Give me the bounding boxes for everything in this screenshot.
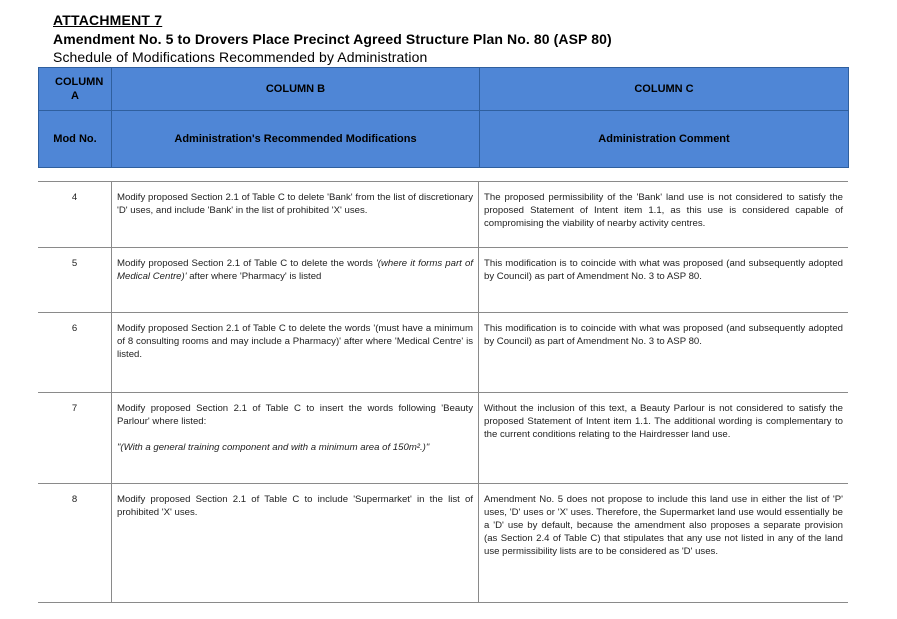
comment-text: This modification is to coincide with what was proposed (and subsequently adopted by Council) as part of Amendment No. 3 to ASP 80.	[484, 323, 843, 347]
mod-number: 7	[71, 403, 78, 414]
column-c-header: COLUMN C	[480, 68, 849, 111]
document-subtitle: Schedule of Modifications Recommended by Administration	[53, 49, 428, 65]
mod-number: 6	[71, 323, 78, 334]
mod-number: 4	[71, 192, 78, 203]
inserted-wording-quote: "(With a general training component and with a minimum area of 150m².)"	[117, 442, 430, 453]
mod-number: 8	[71, 494, 78, 505]
comment-text: Amendment No. 5 does not propose to include this land use in either the list of 'P' uses, 'D' uses or 'X' uses. Therefore, the Supermarket land use would essentially be a 'D' use by default, because the amendment also proposes a separate provision (as Section 2.4 of Table C) that stipulates that any use not listed in any of the land use permissibility lists are to be considered as 'D' uses.	[484, 494, 843, 557]
modification-text: Modify proposed Section 2.1 of Table C to delete 'Bank' from the list of discretionary 'D' uses, and include 'Bank' in the list of prohibited 'X' uses.	[111, 182, 479, 248]
modification-text: Modify proposed Section 2.1 of Table C to include 'Supermarket' in the list of prohibited 'X' uses.	[111, 484, 479, 603]
column-b-header: COLUMN B	[112, 68, 480, 111]
column-header-table	[38, 67, 849, 168]
comment-header: Administration Comment	[480, 111, 849, 168]
comment-text: This modification is to coincide with what was proposed (and subsequently adopted by Council) as part of Amendment No. 3 to ASP 80.	[484, 258, 843, 282]
attachment-label: ATTACHMENT 7	[53, 12, 163, 28]
table-row	[38, 181, 848, 248]
table-row	[38, 392, 848, 484]
table-row	[38, 483, 848, 603]
modification-text: Modify proposed Section 2.1 of Table C to delete the words '(must have a minimum of 8 consulting rooms and may include a Pharmacy)' after where 'Medical Centre' is listed.	[111, 313, 479, 393]
mod-number: 5	[71, 258, 78, 269]
modification-text: Modify proposed Section 2.1 of Table C to insert the words following 'Beauty Parlour' where listed: "(With a general training component and with a minimum area of 150m².)"	[111, 393, 479, 484]
column-a-header: COLUMN A	[39, 68, 112, 111]
table-row	[38, 247, 848, 313]
table-row	[38, 312, 848, 393]
table-bottom-border	[38, 602, 848, 603]
document-title: Amendment No. 5 to Drovers Place Precinct Agreed Structure Plan No. 80 (ASP 80)	[53, 31, 612, 47]
modifications-header: Administration's Recommended Modifications	[112, 111, 480, 168]
comment-text: The proposed permissibility of the 'Bank' land use is not considered to satisfy the proposed Statement of Intent item 1.1, as this use is considered capable of compromising the viability of nearby activity centres.	[484, 192, 843, 229]
modification-text: Modify proposed Section 2.1 of Table C to delete the words '(where it forms part of Medical Centre)' after where 'Pharmacy' is listed	[111, 248, 479, 313]
mod-no-header: Mod No.	[39, 111, 112, 168]
comment-text: Without the inclusion of this text, a Beauty Parlour is not considered to satisfy the proposed Statement of Intent item 1.1. The additional wording is complementary to the current conditions relating to the Hairdresser land use.	[484, 403, 843, 440]
